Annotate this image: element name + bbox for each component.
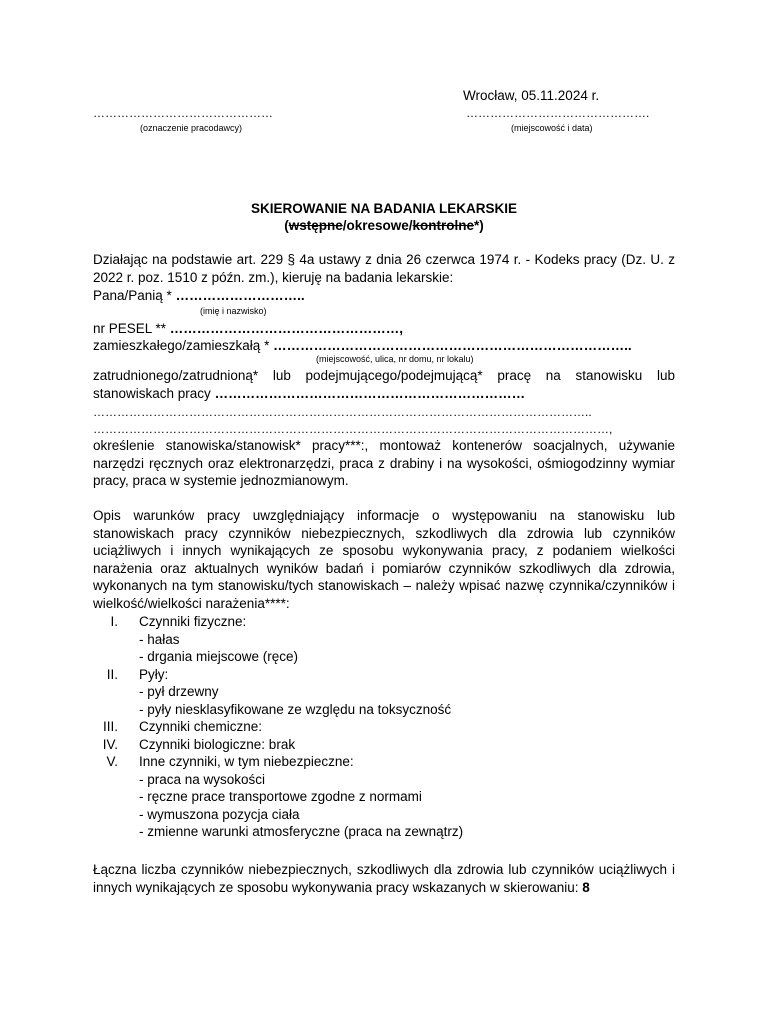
- workplace-dots: ……………………………………………………………: [214, 386, 526, 401]
- person-name-dots: ………………………..: [175, 288, 305, 303]
- address-dots: ……………………………………………………………………..: [273, 338, 632, 353]
- person-name-hint: (imię i nazwisko): [200, 306, 267, 316]
- document-title: SKIEROWANIE NA BADANIA LEKARSKIE: [250, 201, 517, 216]
- pesel-dots: ……………………………………………,: [169, 321, 404, 336]
- option-control: kontrolne: [412, 218, 475, 233]
- address-line: zamieszkałego/zamieszkałą * ……………………………………………………………………..: [93, 338, 632, 353]
- factor-group: [88, 613, 463, 666]
- workplace-line: stanowiskach pracy ……………………………………………………………: [93, 386, 526, 401]
- factor-number: III.: [102, 719, 118, 734]
- factor-number: I.: [110, 614, 118, 629]
- factor-item: - wymuszona pozycja ciała: [139, 806, 300, 822]
- factor-title: Czynniki fizyczne:: [139, 614, 247, 629]
- factors-count: 8: [582, 879, 590, 895]
- document-subtitle: (wstępne/okresowe/kontrolne*): [284, 218, 484, 233]
- factor-group: [88, 753, 463, 841]
- employer-dots: ………………………………………: [93, 106, 273, 120]
- factor-item: - pyły niesklasyfikowane ze względu na toksyczność: [139, 701, 452, 717]
- factor-group: [88, 718, 463, 736]
- factor-group: [88, 666, 463, 719]
- factor-number: V.: [106, 754, 118, 769]
- intro-paragraph: Działając na podstawie art. 229 § 4a ustawy z dnia 26 czerwca 1974 r. - Kodeks pracy (Dz. U. z 2022 r. poz. 1510 z późn. zm.), kieruję na badania lekarskie:: [93, 252, 675, 285]
- place-date: Wrocław, 05.11.2024 r.: [463, 88, 600, 103]
- factor-item: - drgania miejscowe (ręce): [139, 649, 299, 664]
- factor-number: II.: [106, 666, 118, 682]
- position-description: określenie stanowiska/stanowisk* pracy***:, montoważ kontenerów soacjalnych, używanie narzędzi ręcznych oraz elektronarzędzi, praca z drabiny i na wysokości, ośmiogodzinny wymiar pracy, praca w systemie jednozmianowym.: [93, 438, 675, 488]
- dots-line-1: ……………………………………………………………………………………………………………..: [93, 405, 592, 419]
- option-periodic: /okresowe/: [342, 218, 413, 233]
- factor-title: Czynniki biologiczne: brak: [139, 736, 296, 752]
- factor-group: [88, 736, 463, 754]
- factor-number: IV.: [102, 736, 118, 752]
- factor-title: Czynniki chemiczne:: [139, 719, 263, 734]
- factor-item: - ręczne prace transportowe zgodne z normami: [139, 789, 422, 804]
- factor-item: - zmienne warunki atmosferyczne (praca na zewnątrz): [139, 824, 464, 839]
- address-hint: (miejscowość, ulica, nr domu, nr lokalu): [316, 354, 474, 364]
- factor-item: - hałas: [139, 631, 180, 647]
- factor-item: - pył drzewny: [139, 684, 219, 699]
- factor-title: Pyły:: [139, 666, 169, 682]
- conditions-description: Opis warunków pracy uwzględniający informacje o występowaniu na stanowisku lub stanowiskach pracy czynników niebezpiecznych, szkodliwych dla zdrowia lub czynników uciążliwych i innych wynikających ze sposobu wykonywania pracy, z podaniem wielkości narażenia oraz aktualnych wyników badań i pomiarów czynników szkodliwych dla zdrowia, wykonanych na tym stanowisku/tych stanowiskach – należy wpisać nazwę czynnika/czynników i wielkość/wielkości narażenia****:: [93, 508, 675, 611]
- person-line: Pana/Panią * ………………………..: [93, 288, 305, 303]
- employment-line: zatrudnionego/zatrudnioną* lub podejmującego/podejmującą* pracę na stanowisku lub: [93, 368, 675, 383]
- place-date-dots: ……………………………………….: [466, 106, 650, 120]
- dots-line-2: …………………………………………………………………………………………………………………,: [93, 422, 613, 436]
- factor-title: Inne czynniki, w tym niebezpieczne:: [139, 754, 354, 769]
- factor-item: - praca na wysokości: [139, 771, 266, 787]
- place-date-label: (miejscowość i data): [511, 123, 593, 133]
- pesel-line: nr PESEL ** ……………………………………………,: [93, 321, 404, 336]
- factors-list: [88, 613, 463, 841]
- factors-summary: Łączna liczba czynników niebezpiecznych, szkodliwych dla zdrowia lub czynników uciążliwych i innych wynikających ze sposobu wykonywania pracy wskazanych w skierowaniu: 8: [93, 862, 675, 895]
- employer-label: (oznaczenie pracodawcy): [140, 123, 243, 133]
- option-initial: wstępne: [288, 218, 343, 233]
